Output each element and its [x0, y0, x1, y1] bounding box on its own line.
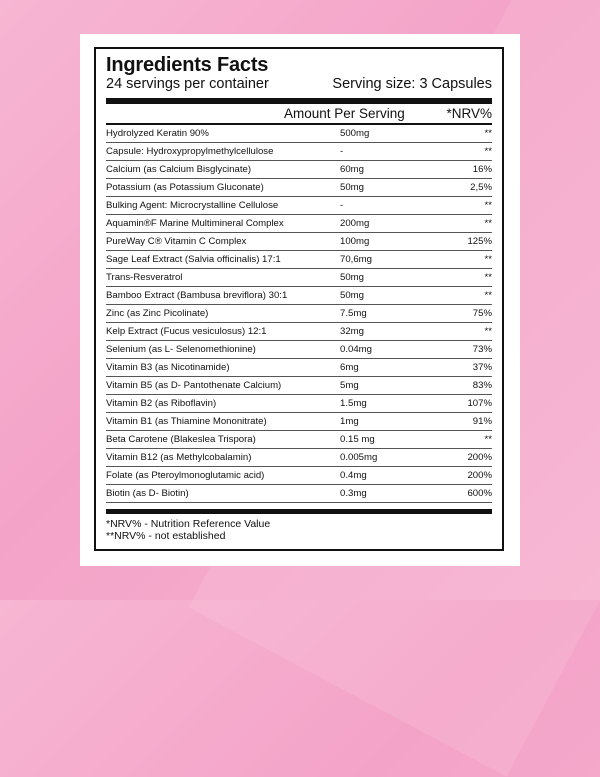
ingredient-nrv: **	[484, 326, 492, 337]
ingredient-amount: 1.5mg	[340, 398, 367, 409]
ingredient-nrv: 107%	[467, 398, 492, 409]
ingredient-nrv: 200%	[467, 452, 492, 463]
ingredient-amount: 50mg	[340, 290, 364, 301]
ingredient-nrv: **	[484, 200, 492, 211]
ingredient-name: Vitamin B2 (as Riboflavin)	[106, 398, 217, 409]
ingredient-row	[106, 395, 492, 413]
ingredient-row	[106, 341, 492, 359]
ingredient-row	[106, 359, 492, 377]
ingredient-name: Biotin (as D- Biotin)	[106, 488, 189, 499]
ingredient-nrv: 16%	[472, 164, 492, 175]
ingredient-list	[106, 125, 492, 503]
ingredient-amount: 60mg	[340, 164, 364, 175]
ingredient-amount: -	[340, 200, 344, 211]
ingredient-row	[106, 215, 492, 233]
ingredient-name: Hydrolyzed Keratin 90%	[106, 128, 209, 139]
ingredient-nrv: 37%	[472, 362, 492, 373]
ingredient-name: Sage Leaf Extract (Salvia officinalis) 17:1	[106, 254, 281, 265]
ingredient-nrv: 73%	[472, 344, 492, 355]
label-title: Ingredients Facts	[106, 54, 269, 76]
ingredient-nrv: 125%	[467, 236, 492, 247]
ingredient-amount: 50mg	[340, 182, 364, 193]
ingredient-nrv: 75%	[472, 308, 492, 319]
ingredient-amount: 5mg	[340, 380, 359, 391]
ingredient-name: Vitamin B1 (as Thiamine Mononitrate)	[106, 416, 267, 427]
ingredient-nrv: **	[484, 290, 492, 301]
ingredient-amount: 500mg	[340, 128, 370, 139]
ingredient-row	[106, 413, 492, 431]
ingredient-name: Trans-Resveratrol	[106, 272, 183, 283]
ingredient-row	[106, 179, 492, 197]
ingredient-row	[106, 485, 492, 503]
ingredient-row	[106, 197, 492, 215]
ingredient-amount: 0.3mg	[340, 488, 367, 499]
ingredient-nrv: **	[484, 272, 492, 283]
ingredient-nrv: 600%	[467, 488, 492, 499]
ingredient-amount: 0.005mg	[340, 452, 378, 463]
ingredient-name: Selenium (as L- Selenomethionine)	[106, 344, 256, 355]
ingredient-row	[106, 287, 492, 305]
ingredient-amount: 32mg	[340, 326, 364, 337]
ingredient-name: Potassium (as Potassium Gluconate)	[106, 182, 264, 193]
ingredient-amount: 0.04mg	[340, 344, 372, 355]
ingredient-name: Zinc (as Zinc Picolinate)	[106, 308, 209, 319]
column-nrv-header: *NRV%	[446, 106, 492, 121]
ingredient-nrv: 91%	[472, 416, 492, 427]
ingredient-nrv: 2,5%	[470, 182, 492, 193]
ingredient-name: Capsule: Hydroxypropylmethylcellulose	[106, 146, 274, 157]
ingredient-row	[106, 161, 492, 179]
ingredient-nrv: 200%	[467, 470, 492, 481]
ingredient-row	[106, 233, 492, 251]
ingredient-name: Beta Carotene (Blakeslea Trispora)	[106, 434, 256, 445]
ingredient-nrv: **	[484, 434, 492, 445]
serving-info	[106, 76, 492, 93]
ingredient-amount: 6mg	[340, 362, 359, 373]
ingredient-name: Kelp Extract (Fucus vesiculosus) 12:1	[106, 326, 267, 337]
label-card	[80, 34, 520, 566]
ingredient-row	[106, 323, 492, 341]
footnote-nrv: *NRV% - Nutrition Reference Value	[106, 518, 271, 530]
ingredients-facts-panel	[94, 47, 504, 551]
ingredient-amount: 0.15 mg	[340, 434, 375, 445]
ingredient-row	[106, 269, 492, 287]
ingredient-row	[106, 467, 492, 485]
ingredient-nrv: **	[484, 146, 492, 157]
ingredient-name: Aquamin®F Marine Multimineral Complex	[106, 218, 284, 229]
column-header-row	[106, 104, 492, 125]
ingredient-nrv: **	[484, 254, 492, 265]
ingredient-amount: 0.4mg	[340, 470, 367, 481]
ingredient-amount: 100mg	[340, 236, 370, 247]
ingredient-nrv: **	[484, 218, 492, 229]
servings-per-container: 24 servings per container	[106, 76, 269, 92]
column-amount-header: Amount Per Serving	[284, 106, 405, 121]
ingredient-row	[106, 431, 492, 449]
ingredient-row	[106, 377, 492, 395]
ingredient-name: Calcium (as Calcium Bisglycinate)	[106, 164, 252, 175]
ingredient-row	[106, 449, 492, 467]
ingredient-name: PureWay C® Vitamin C Complex	[106, 236, 247, 247]
ingredient-name: Vitamin B5 (as D- Pantothenate Calcium)	[106, 380, 282, 391]
ingredient-row	[106, 251, 492, 269]
ingredient-amount: 50mg	[340, 272, 364, 283]
footnote-not-established: **NRV% - not established	[106, 530, 226, 542]
divider-bottom	[106, 509, 492, 514]
ingredient-amount: 1mg	[340, 416, 359, 427]
ingredient-name: Vitamin B12 (as Methylcobalamin)	[106, 452, 252, 463]
ingredient-name: Folate (as Pteroylmonoglutamic acid)	[106, 470, 265, 481]
ingredient-nrv: 83%	[472, 380, 492, 391]
ingredient-row	[106, 305, 492, 323]
ingredient-nrv: **	[484, 128, 492, 139]
ingredient-row	[106, 125, 492, 143]
ingredient-name: Vitamin B3 (as Nicotinamide)	[106, 362, 230, 373]
ingredient-amount: -	[340, 146, 344, 157]
ingredient-name: Bulking Agent: Microcrystalline Cellulose	[106, 200, 279, 211]
ingredient-amount: 200mg	[340, 218, 370, 229]
ingredient-name: Bamboo Extract (Bambusa breviflora) 30:1	[106, 290, 288, 301]
ingredient-amount: 7.5mg	[340, 308, 367, 319]
serving-size: Serving size: 3 Capsules	[332, 76, 492, 92]
ingredient-row	[106, 143, 492, 161]
ingredient-amount: 70,6mg	[340, 254, 372, 265]
